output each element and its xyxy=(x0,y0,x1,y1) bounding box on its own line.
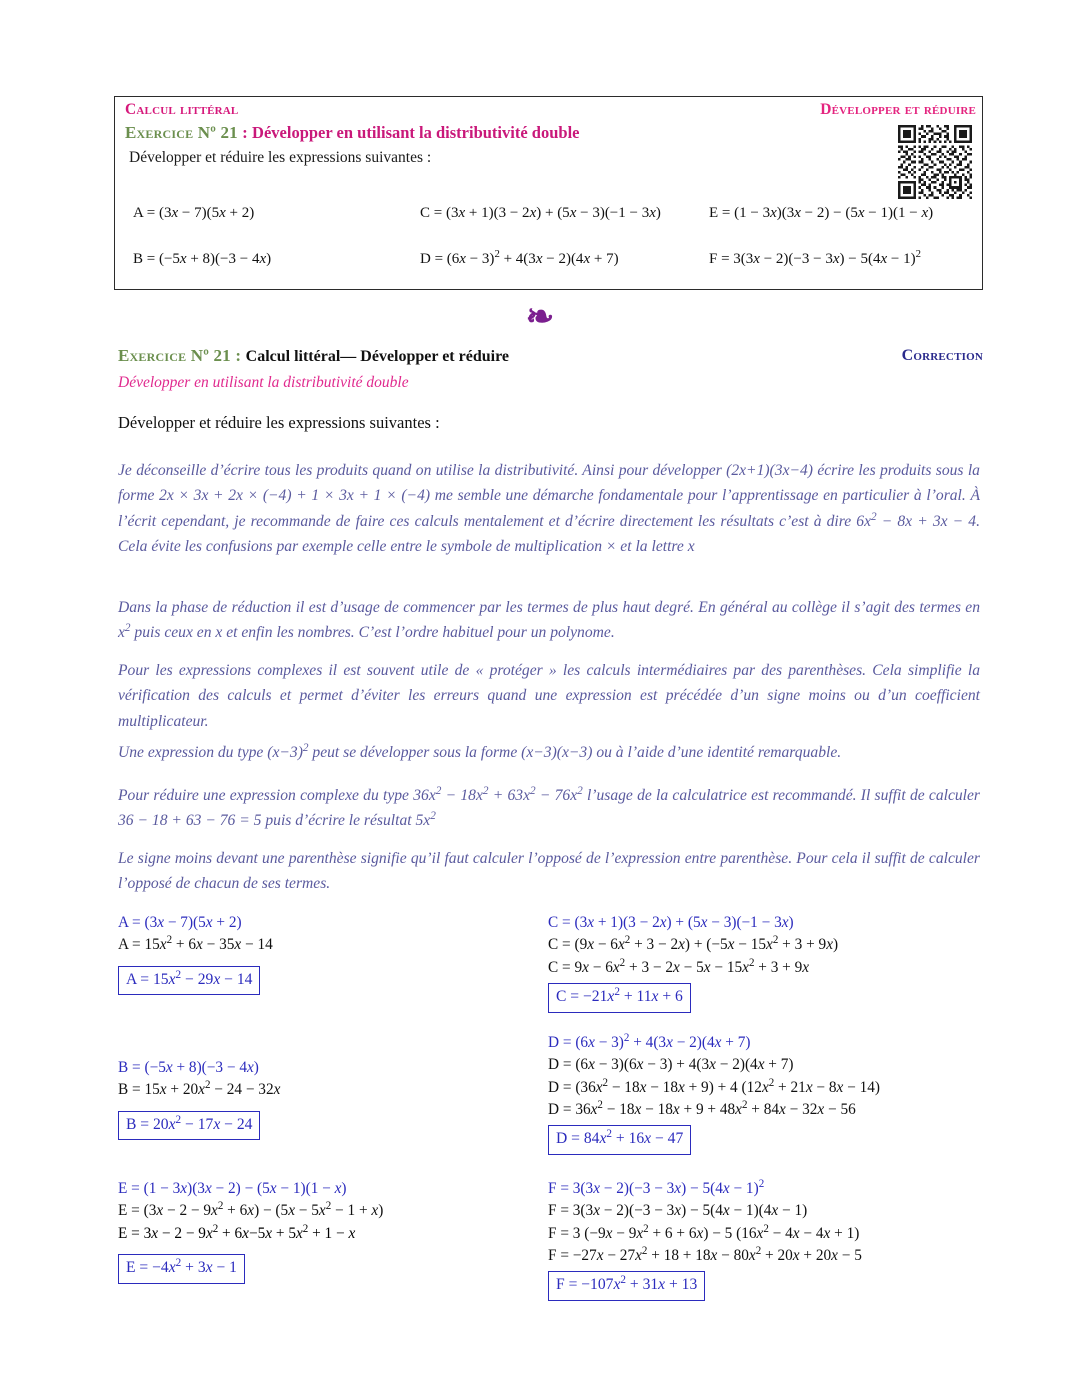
solution-F-step-3: $F = -27x - 27x^2 + 18 + 18x - 80x^2 + 20x + 20x - 5$ xyxy=(548,1244,862,1264)
solution-block-D xyxy=(548,1032,880,1155)
expression-C: C = (3x + 1)(3 − 2x) + (5x − 3)(−1 − 3x) xyxy=(420,205,661,221)
solution-A-step-1: $A = 15x^2 + 6x - 35x - 14$ xyxy=(118,934,273,954)
expression-B: B = (−5x + 8)(−3 − 4x) xyxy=(133,251,272,267)
solution-F-statement: $F = 3(3x - 2)(-3 - 3x) - 5(4x - 1)^2$ xyxy=(548,1177,765,1197)
solution-F-step-2: F = 3 $(-9x - 9x^2 + 6 + 6x) - 5$ $(16x^2 - 4x - 4x + 1)$ xyxy=(548,1222,860,1242)
solution-C-result: $C = -21x^2 + 11x + 6$ xyxy=(548,983,691,1013)
exercise-expression-row xyxy=(125,205,975,251)
solution-D-step-3: $D = 36x^2 - 18x - 18x + 9 + 48x^2 + 84x - 32x - 56$ xyxy=(548,1098,856,1118)
solution-A-statement: A = (3x − 7)(5x + 2) xyxy=(118,914,242,931)
solution-block-E xyxy=(118,1178,383,1284)
correction-subtitle: Développer en utilisant la distributivité double xyxy=(118,374,409,391)
expression-E: E = (1 − 3x)(3x − 2) − (5x − 1)(1 − x) xyxy=(709,205,934,221)
exercise-title-colon: : xyxy=(237,123,253,142)
solution-D-result: $D = 84x^2 + 16x - 47$ xyxy=(548,1125,691,1155)
note-paragraph-3: Pour les expressions complexes il est souvent utile de « protéger » les calculs intermédiaires par des parenthèses. Cela simplifie la vérification des calculs et permet d’éviter les erreurs quand une expression est précédée d’un signe moins ou d’un coefficient multiplicateur. xyxy=(118,662,980,730)
expression-D: $D = (6x - 3)^2 + 4(3x - 2)(4x + 7)$ xyxy=(420,248,619,267)
correction-header xyxy=(118,346,983,370)
solution-A-result: $A = 15x^2 - 29x - 14$ xyxy=(118,966,260,996)
solution-D-statement: $D = (6x - 3)^2 + 4(3x - 2)(4x + 7)$ xyxy=(548,1031,751,1051)
solution-D-step-1: D = (6x − 3)(6x − 3) + 4(3x − 2)(4x + 7) xyxy=(548,1056,794,1074)
note-paragraph-1: Je déconseille d’écrire tous les produits quand on utilise la distributivité. Ainsi pour développer (2x+1)(3x−4) écrire les produits sous la forme 2x × 3x + 2x × (−4) + 1 × 3x + 1 × (−4) me semble une démarche fondamentale pour l’apprentissage en particulier à l’oral. À l’écrit cependant, je recommande de faire ces calculs mentalement et d’écrire directement les résultats c’est à dire $6x^2 - 8x + 3x - 4$. Cela évite les confusions par exemple celle entre le symbole de multiplication × et la lettre x xyxy=(118,462,980,555)
solution-B-result: $B = 20x^2 - 17x - 24$ xyxy=(118,1111,260,1141)
exercise-box-title-line xyxy=(125,123,579,143)
exercise-instruction: Développer et réduire les expressions suivantes : xyxy=(129,149,432,166)
exercise-box-header-left: Calcul littéral xyxy=(125,101,239,118)
note-paragraph-6: Le signe moins devant une parenthèse signifie qu’il faut calculer l’opposé de l’expression entre parenthèse. Pour cela il suffit de calculer l’opposé de chacun de ses termes. xyxy=(118,850,980,893)
flourish-ornament-icon: ❧ xyxy=(525,297,555,337)
solution-C-step-2: $C = 9x - 6x^2 + 3 - 2x - 5x - 15x^2 + 3 + 9x$ xyxy=(548,956,810,976)
solution-E-step-1: $E = (3x - 2 - 9x^2 + 6x) - (5x - 5x^2 - 1 + x)$ xyxy=(118,1200,384,1220)
exercise-box xyxy=(114,96,983,290)
solution-D-step-2: $D = (36x^2 - 18x - 18x + 9) + 4$ $(12x^2 + 21x - 8x - 14)$ xyxy=(548,1076,881,1096)
exercise-expression-grid xyxy=(125,205,975,297)
expression-F: $F = 3(3x - 2)(-3 - 3x) - 5(4x - 1)^2$ xyxy=(709,248,922,267)
solution-B-statement: B = (−5x + 8)(−3 − 4x) xyxy=(118,1059,259,1076)
solution-block-B xyxy=(118,1057,280,1140)
exercise-number: Exercice Nº 21 xyxy=(125,123,238,142)
exercise-box-header-right: Développer et réduire xyxy=(820,101,976,118)
solution-B-step-1: $B = 15x + 20x^2 - 24 - 32x$ xyxy=(118,1079,281,1099)
correction-subject: Calcul littéral— Développer et réduire xyxy=(245,348,509,365)
note-paragraph-2: Dans la phase de réduction il est d’usage de commencer par les termes de plus haut degré. En général au collège il s’agit des termes en $x^2$ puis ceux en x et enfin les nombres. C’est l’ordre habituel pour un polynome. xyxy=(118,599,980,642)
note-paragraph-4: Une expression du type $(x-3)^2$ peut se développer sous la forme (x−3)(x−3) ou à l’aide d’une identité remarquable. xyxy=(118,741,842,761)
correction-badge: Correction xyxy=(901,347,983,364)
note-paragraph-5: Pour réduire une expression complexe du type $36x^2 - 18x^2 + 63x^2 - 76x^2$ l’usage de la calculatrice est recommandé. Il suffit de calculer 36 − 18 + 63 − 76 = 5 puis d’écrire le résultat $5x^2$ xyxy=(118,784,980,830)
exercise-title: Développer en utilisant la distributivité double xyxy=(252,123,580,142)
solution-block-C xyxy=(548,912,838,1013)
exercise-expression-row xyxy=(125,248,975,297)
solution-F-step-1: F = 3(3x − 2)(−3 − 3x) − 5(4x − 1)(4x − 1) xyxy=(548,1202,808,1220)
correction-title-line xyxy=(118,346,509,366)
solution-E-statement: E = (1 − 3x)(3x − 2) − (5x − 1)(1 − x) xyxy=(118,1180,347,1197)
solution-E-step-2: $E = 3x - 2 - 9x^2 + 6x-5x + 5x^2 + 1 - x$ xyxy=(118,1222,356,1242)
solution-C-statement: C = (3x + 1)(3 − 2x) + (5x − 3)(−1 − 3x) xyxy=(548,914,794,931)
solution-F-result: $F = -107x^2 + 31x + 13$ xyxy=(548,1271,705,1301)
correction-exercise-number: Exercice Nº 21 xyxy=(118,346,231,365)
solution-block-F xyxy=(548,1178,862,1301)
correction-instruction: Développer et réduire les expressions suivantes : xyxy=(118,413,440,432)
solution-block-A xyxy=(118,912,273,995)
expression-A: A = (3x − 7)(5x + 2) xyxy=(133,205,255,221)
solution-C-step-1: $C = (9x - 6x^2 + 3 - 2x) + (-5x - 15x^2 + 3 + 9x)$ xyxy=(548,934,839,954)
qr-code-icon[interactable] xyxy=(898,125,972,199)
solution-E-result: $E = -4x^2 + 3x - 1$ xyxy=(118,1254,245,1284)
correction-colon: : xyxy=(230,346,246,365)
